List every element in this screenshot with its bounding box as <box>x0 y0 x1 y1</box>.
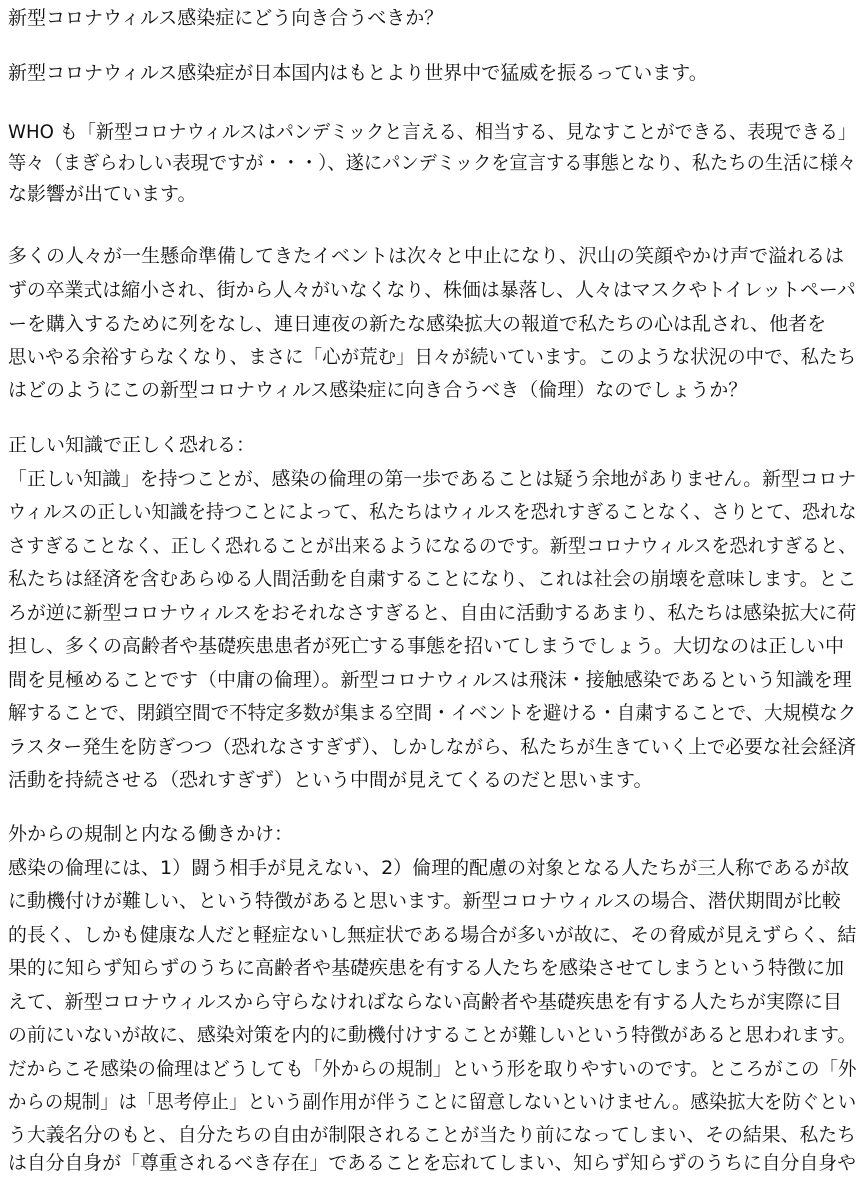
section2-line: からの規制」は「思考停止」という副作用が伴うことに留意しないといけません。感染拡大を防ぐとい <box>8 1091 857 1113</box>
section2-line: 果的に知らず知らずのうちに高齢者や基礎疾患を有する人たちを感染させてしまうという特徴に加 <box>8 957 845 979</box>
who-paragraph-line: な影響が出ています。 <box>8 183 197 205</box>
section2-line: 的長く、しかも健康な人だと軽症ないし無症状である場合が多いが故に、その脅威が見えずらく、結 <box>8 924 857 946</box>
who-paragraph-line: WHO も「新型コロナウィルスはパンデミックと言える、相当する、見なすことができる、表現できる」 <box>8 121 857 143</box>
section1-line: 解することで、閉鎖空間で不特定多数が集まる空間・イベントを避ける・自粛することで、大規模なク <box>8 702 857 724</box>
section1-line: 間を見極めることです（中庸の倫理）。新型コロナウィルスは飛沫・接触感染であるという知識を理 <box>8 669 852 691</box>
life-paragraph-line: ーを購入するために列をなし、連日連夜の新たな感染拡大の報道で私たちの心は乱され、他者を <box>8 313 827 335</box>
who-paragraph-line: 等々（まぎらわしい表現ですが・・・）、遂にパンデミックを宣言する事態となり、私たちの生活に様々 <box>8 152 857 174</box>
section2-line: に動機付けが難しい、という特徴があると思います。新型コロナウィルスの場合、潜伏期間が比較 <box>8 890 841 912</box>
intro-paragraph: 新型コロナウィルス感染症が日本国内はもとより世界中で猛威を振るっています。 <box>8 62 708 84</box>
section2-line: は自分自身が「尊重されるべき存在」であることを忘れてしまい、知らず知らずのうちに自分自身や <box>8 1152 857 1174</box>
section1-line: 活動を持続させる（恐れすぎず）という中間が見えてくるのだと思います。 <box>8 769 653 791</box>
section1-line: ウィルスの正しい知識を持つことによって、私たちはウィルスを恐れすぎることなく、さりとて、恐れな <box>8 501 857 523</box>
section2-line: 感染の倫理には、1）闘う相手が見えない、2）倫理的配慮の対象となる人たちが三人称であるが故 <box>8 857 850 879</box>
section1-heading: 正しい知識で正しく恐れる： <box>8 434 256 456</box>
section1-line: ラスター発生を防ぎつつ（恐れなさすぎず）、しかしながら、私たちが生きていく上で必要な社会経済 <box>8 736 856 758</box>
section2-heading: 外からの規制と内なる働きかけ： <box>8 823 294 845</box>
life-paragraph-line: 思いやる余裕すらなくなり、まさに「心が荒む」日々が続いています。このような状況の中で、私たち <box>8 346 857 368</box>
section2-line: う大義名分のもと、自分たちの自由が制限されることが当たり前になってしまい、その結果、私たち <box>8 1124 857 1146</box>
section1-line: 「正しい知識」を持つことが、感染の倫理の第一歩であることは疑う余地がありません。新型コロナ <box>8 468 857 490</box>
section2-line: だからこそ感染の倫理はどうしても「外からの規制」という形を取りやすいのです。ところがこの「外 <box>8 1058 857 1080</box>
life-paragraph-line: はどのようにこの新型コロナウィルス感染症に向き合うべき（倫理）なのでしょうか？ <box>8 379 748 401</box>
section2-line: の前にいないが故に、感染対策を内的に動機付けすることが難しいという特徴があると思われます。 <box>8 1024 857 1046</box>
section2-line: えて、新型コロナウィルスから守らなければならない高齢者や基礎疾患を有する人たちが実際に目 <box>8 991 842 1013</box>
section1-line: さすぎることなく、正しく恐れることが出来るようになるのです。新型コロナウィルスを恐れすぎると、 <box>8 535 857 557</box>
section1-line: ろが逆に新型コロナウィルスをおそれなさすぎると、自由に活動するあまり、私たちは感染拡大に荷 <box>8 602 857 624</box>
section1-line: 担し、多くの高齢者や基礎疾患患者が死亡する事態を招いてしまうでしょう。大切なのは正しい中 <box>8 635 845 657</box>
life-paragraph-line: 多くの人々が一生懸命準備してきたイベントは次々と中止になり、沢山の笑顔やかけ声で溢れるは <box>8 245 845 267</box>
section1-line: 私たちは経済を含むあらゆる人間活動を自粛することになり、これは社会の崩壊を意味します。とこ <box>8 568 857 590</box>
document-title: 新型コロナウィルス感染症にどう向き合うべきか？ <box>8 7 444 29</box>
life-paragraph-line: ずの卒業式は縮小され、街から人々がいなくなり、株価は暴落し、人々はマスクやトイレットペーパ <box>8 279 856 301</box>
